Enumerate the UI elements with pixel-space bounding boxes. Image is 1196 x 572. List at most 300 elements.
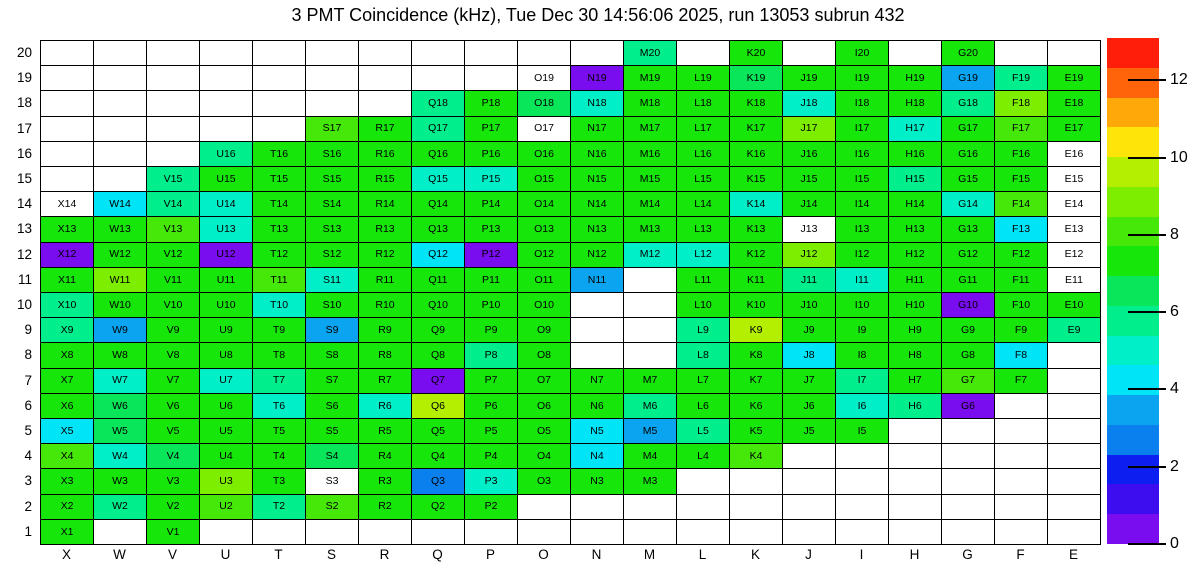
grid-cell: I16 xyxy=(836,142,889,167)
grid-cell: U15 xyxy=(200,167,253,192)
grid-cell: I5 xyxy=(836,419,889,444)
grid-cell-empty xyxy=(1048,394,1101,419)
colorbar-tick-label: 4 xyxy=(1170,380,1179,398)
x-axis-label: V xyxy=(167,547,177,562)
grid-cell-empty xyxy=(465,41,518,66)
grid-cell: H12 xyxy=(889,243,942,268)
grid-cell: G15 xyxy=(942,167,995,192)
grid-cell-empty xyxy=(253,520,306,545)
grid-cell: M3 xyxy=(624,469,677,494)
grid-cell: M16 xyxy=(624,142,677,167)
grid-cell: H19 xyxy=(889,66,942,91)
grid-cell: R7 xyxy=(359,369,412,394)
grid-cell-empty xyxy=(889,41,942,66)
grid-cell: R10 xyxy=(359,293,412,318)
grid-cell: S16 xyxy=(306,142,359,167)
grid-cell-empty xyxy=(41,91,94,116)
grid-cell: J19 xyxy=(783,66,836,91)
grid-cell-empty xyxy=(730,495,783,520)
grid-cell: R13 xyxy=(359,217,412,242)
grid-cell: F16 xyxy=(995,142,1048,167)
grid-cell: K8 xyxy=(730,343,783,368)
grid-cell-empty xyxy=(571,520,624,545)
grid-cell-empty xyxy=(677,469,730,494)
grid-cell-empty xyxy=(624,318,677,343)
grid-cell: F18 xyxy=(995,91,1048,116)
grid-cell-empty xyxy=(412,66,465,91)
grid-cell: Q9 xyxy=(412,318,465,343)
grid-cell: I9 xyxy=(836,318,889,343)
grid-cell-empty xyxy=(359,41,412,66)
grid-cell: H17 xyxy=(889,117,942,142)
grid-cell: K10 xyxy=(730,293,783,318)
grid-cell: N7 xyxy=(571,369,624,394)
grid-cell: K4 xyxy=(730,444,783,469)
grid-cell: U11 xyxy=(200,268,253,293)
grid-cell: U7 xyxy=(200,369,253,394)
grid-cell: U2 xyxy=(200,495,253,520)
grid-cell-empty xyxy=(94,117,147,142)
grid-cell: G7 xyxy=(942,369,995,394)
grid-cell-empty xyxy=(200,520,253,545)
grid-cell: S8 xyxy=(306,343,359,368)
x-axis-label: R xyxy=(379,547,390,562)
grid-cell: Q14 xyxy=(412,192,465,217)
grid-cell: Q3 xyxy=(412,469,465,494)
grid-cell: P10 xyxy=(465,293,518,318)
grid-cell-empty xyxy=(942,495,995,520)
grid-cell: M13 xyxy=(624,217,677,242)
grid-cell-empty xyxy=(677,495,730,520)
grid-cell: S13 xyxy=(306,217,359,242)
grid-cell: F13 xyxy=(995,217,1048,242)
grid-cell: S14 xyxy=(306,192,359,217)
grid-cell-empty xyxy=(624,520,677,545)
grid-cell: X3 xyxy=(41,469,94,494)
grid-cell: J9 xyxy=(783,318,836,343)
grid-cell: X1 xyxy=(41,520,94,545)
y-axis-label: 11 xyxy=(17,271,32,287)
grid-cell-empty xyxy=(571,293,624,318)
grid-cell-empty xyxy=(465,520,518,545)
grid-cell: N11 xyxy=(571,268,624,293)
grid-cell: G18 xyxy=(942,91,995,116)
grid-cell: F7 xyxy=(995,369,1048,394)
grid-cell: F10 xyxy=(995,293,1048,318)
grid-cell: R4 xyxy=(359,444,412,469)
grid-cell: L6 xyxy=(677,394,730,419)
grid-cell: G13 xyxy=(942,217,995,242)
grid-cell: M14 xyxy=(624,192,677,217)
grid-cell: O13 xyxy=(518,217,571,242)
grid-cell: T10 xyxy=(253,293,306,318)
grid-cell: Q6 xyxy=(412,394,465,419)
grid-cell: N18 xyxy=(571,91,624,116)
grid-cell-empty xyxy=(147,66,200,91)
grid-cell: F12 xyxy=(995,243,1048,268)
grid-cell: E18 xyxy=(1048,91,1101,116)
grid-cell: K5 xyxy=(730,419,783,444)
grid-cell-empty xyxy=(995,419,1048,444)
colorbar xyxy=(1107,38,1159,544)
grid-cell-empty xyxy=(518,520,571,545)
grid-cell: X5 xyxy=(41,419,94,444)
grid-cell: O17 xyxy=(518,117,571,142)
grid-cell: N4 xyxy=(571,444,624,469)
grid-cell: O7 xyxy=(518,369,571,394)
grid-cell-empty xyxy=(730,469,783,494)
grid-cell: T4 xyxy=(253,444,306,469)
colorbar-tick-label: 6 xyxy=(1170,303,1179,321)
y-axis-label: 10 xyxy=(16,297,32,313)
grid-cell-empty xyxy=(571,41,624,66)
grid-cell-empty xyxy=(942,520,995,545)
grid-cell: R11 xyxy=(359,268,412,293)
grid-cell: R3 xyxy=(359,469,412,494)
grid-cell: T15 xyxy=(253,167,306,192)
grid-cell: G16 xyxy=(942,142,995,167)
y-axis-label: 12 xyxy=(16,246,32,262)
grid-cell: H15 xyxy=(889,167,942,192)
grid-cell: G9 xyxy=(942,318,995,343)
grid-cell: L12 xyxy=(677,243,730,268)
grid-cell: S11 xyxy=(306,268,359,293)
grid-cell: Q2 xyxy=(412,495,465,520)
grid-cell: W4 xyxy=(94,444,147,469)
grid-cell-empty xyxy=(889,520,942,545)
grid-cell: I19 xyxy=(836,66,889,91)
grid-cell: N13 xyxy=(571,217,624,242)
grid-cell-empty xyxy=(995,41,1048,66)
grid-cell: K11 xyxy=(730,268,783,293)
grid-cell: I14 xyxy=(836,192,889,217)
grid-cell: L7 xyxy=(677,369,730,394)
grid-cell: F15 xyxy=(995,167,1048,192)
colorbar-tick xyxy=(1128,388,1166,390)
grid-cell-empty xyxy=(783,495,836,520)
y-axis-label: 5 xyxy=(24,423,32,439)
grid-cell-empty xyxy=(41,117,94,142)
grid-cell: Q5 xyxy=(412,419,465,444)
grid-cell: M15 xyxy=(624,167,677,192)
grid-cell-empty xyxy=(942,469,995,494)
grid-cell-empty xyxy=(1048,419,1101,444)
grid-cell: H7 xyxy=(889,369,942,394)
colorbar-tick-label: 8 xyxy=(1170,225,1179,243)
grid-cell-empty xyxy=(836,469,889,494)
y-axis-label: 16 xyxy=(16,145,32,161)
grid-cell-empty xyxy=(836,520,889,545)
grid-cell: U3 xyxy=(200,469,253,494)
grid-cell: F14 xyxy=(995,192,1048,217)
grid-cell: S9 xyxy=(306,318,359,343)
grid-cell-empty xyxy=(624,343,677,368)
grid-cell-empty xyxy=(942,419,995,444)
grid-cell: E11 xyxy=(1048,268,1101,293)
grid-cell: H8 xyxy=(889,343,942,368)
grid-cell-empty xyxy=(889,495,942,520)
grid-cell: J10 xyxy=(783,293,836,318)
grid-cell: U16 xyxy=(200,142,253,167)
grid-cell: J5 xyxy=(783,419,836,444)
colorbar-band xyxy=(1107,187,1159,217)
y-axis-label: 9 xyxy=(24,322,32,338)
grid-cell: G14 xyxy=(942,192,995,217)
x-axis-label: T xyxy=(274,547,283,562)
x-axis-label: M xyxy=(643,547,656,562)
grid-cell: T12 xyxy=(253,243,306,268)
colorbar-tick-label: 0 xyxy=(1170,535,1179,552)
grid-cell: M5 xyxy=(624,419,677,444)
grid-cell: O14 xyxy=(518,192,571,217)
grid-cell: J12 xyxy=(783,243,836,268)
grid-cell: J6 xyxy=(783,394,836,419)
colorbar-tick-label: 12 xyxy=(1170,71,1188,89)
colorbar-tick xyxy=(1128,157,1166,159)
grid-cell: M20 xyxy=(624,41,677,66)
grid-cell: E19 xyxy=(1048,66,1101,91)
chart-title: 3 PMT Coincidence (kHz), Tue Dec 30 14:56:06 2025, run 13053 subrun 432 xyxy=(291,5,905,25)
grid-cell: L17 xyxy=(677,117,730,142)
grid-cell: T13 xyxy=(253,217,306,242)
grid-cell: X6 xyxy=(41,394,94,419)
grid-cell: L15 xyxy=(677,167,730,192)
grid-cell: L8 xyxy=(677,343,730,368)
grid-cell: X9 xyxy=(41,318,94,343)
grid-cell: U10 xyxy=(200,293,253,318)
x-axis-label: N xyxy=(591,547,602,562)
grid-cell: K14 xyxy=(730,192,783,217)
grid-cell: W7 xyxy=(94,369,147,394)
grid-cell: R9 xyxy=(359,318,412,343)
grid-cell-empty xyxy=(94,167,147,192)
x-axis-label: G xyxy=(962,547,973,562)
grid-cell: G10 xyxy=(942,293,995,318)
grid-cell: V9 xyxy=(147,318,200,343)
grid-cell: P14 xyxy=(465,192,518,217)
grid-cell: P9 xyxy=(465,318,518,343)
grid-cell: S6 xyxy=(306,394,359,419)
y-axis-label: 19 xyxy=(16,70,32,86)
colorbar-tick-label: 10 xyxy=(1170,148,1188,166)
grid-cell: I13 xyxy=(836,217,889,242)
grid-cell-empty xyxy=(147,142,200,167)
grid-cell: V11 xyxy=(147,268,200,293)
grid-cell: W13 xyxy=(94,217,147,242)
grid-cell-empty xyxy=(571,318,624,343)
grid-cell: J8 xyxy=(783,343,836,368)
colorbar-band xyxy=(1107,68,1159,98)
grid-cell: V6 xyxy=(147,394,200,419)
grid-cell: H11 xyxy=(889,268,942,293)
grid-cell-empty xyxy=(677,41,730,66)
grid-cell-empty xyxy=(94,66,147,91)
grid-cell: O11 xyxy=(518,268,571,293)
grid-cell-empty xyxy=(147,41,200,66)
grid-cell-empty xyxy=(889,469,942,494)
grid-cell: M18 xyxy=(624,91,677,116)
grid-cell: M7 xyxy=(624,369,677,394)
colorbar-band xyxy=(1107,425,1159,455)
grid-cell: V14 xyxy=(147,192,200,217)
grid-cell: O9 xyxy=(518,318,571,343)
x-axis-label: F xyxy=(1016,547,1025,562)
grid-cell-empty xyxy=(783,41,836,66)
colorbar-band xyxy=(1107,38,1159,68)
grid-cell: P6 xyxy=(465,394,518,419)
grid-cell-empty xyxy=(306,520,359,545)
grid-cell: T8 xyxy=(253,343,306,368)
colorbar-tick-label: 2 xyxy=(1170,457,1179,475)
grid-cell: Q15 xyxy=(412,167,465,192)
colorbar-tick xyxy=(1128,466,1166,468)
grid-cell-empty xyxy=(1048,469,1101,494)
grid-cell: N5 xyxy=(571,419,624,444)
grid-cell: V8 xyxy=(147,343,200,368)
colorbar-band xyxy=(1107,514,1159,544)
grid-cell: W8 xyxy=(94,343,147,368)
y-axis-label: 20 xyxy=(16,45,32,61)
grid-cell: R12 xyxy=(359,243,412,268)
colorbar-band xyxy=(1107,336,1159,366)
grid-cell-empty xyxy=(942,444,995,469)
grid-cell: S3 xyxy=(306,469,359,494)
grid-cell: I6 xyxy=(836,394,889,419)
grid-cell: S10 xyxy=(306,293,359,318)
grid-cell: M6 xyxy=(624,394,677,419)
grid-cell: W5 xyxy=(94,419,147,444)
grid-cell: P5 xyxy=(465,419,518,444)
grid-cell: E12 xyxy=(1048,243,1101,268)
grid-cell: L16 xyxy=(677,142,730,167)
grid-cell: X10 xyxy=(41,293,94,318)
grid-cell: M17 xyxy=(624,117,677,142)
grid-cell: V13 xyxy=(147,217,200,242)
grid-cell: R5 xyxy=(359,419,412,444)
grid-cell: O5 xyxy=(518,419,571,444)
grid-cell: U13 xyxy=(200,217,253,242)
grid-cell: H14 xyxy=(889,192,942,217)
grid-cell: M19 xyxy=(624,66,677,91)
grid-cell: O4 xyxy=(518,444,571,469)
grid-cell: Q18 xyxy=(412,91,465,116)
grid-cell: L4 xyxy=(677,444,730,469)
y-axis-label: 2 xyxy=(24,498,32,514)
grid-cell: P12 xyxy=(465,243,518,268)
y-axis-label: 15 xyxy=(16,171,32,187)
grid-cell: P13 xyxy=(465,217,518,242)
grid-cell: S2 xyxy=(306,495,359,520)
grid-cell: E14 xyxy=(1048,192,1101,217)
grid-cell-empty xyxy=(1048,343,1101,368)
grid-cell: V5 xyxy=(147,419,200,444)
grid-cell-empty xyxy=(94,142,147,167)
grid-cell-empty xyxy=(1048,495,1101,520)
y-axis-label: 3 xyxy=(24,473,32,489)
grid-cell-empty xyxy=(1048,41,1101,66)
grid-cell: W11 xyxy=(94,268,147,293)
grid-cell: Q12 xyxy=(412,243,465,268)
grid-cell: P16 xyxy=(465,142,518,167)
grid-cell: F17 xyxy=(995,117,1048,142)
grid-cell-empty xyxy=(995,444,1048,469)
grid-cell: F19 xyxy=(995,66,1048,91)
x-axis-label: L xyxy=(698,547,707,562)
grid-cell: W12 xyxy=(94,243,147,268)
grid-cell: O12 xyxy=(518,243,571,268)
grid-cell-empty xyxy=(200,66,253,91)
colorbar-band xyxy=(1107,217,1159,247)
x-axis-label: K xyxy=(750,547,760,562)
grid-cell: W14 xyxy=(94,192,147,217)
grid-cell: X7 xyxy=(41,369,94,394)
grid-cell: U9 xyxy=(200,318,253,343)
grid-cell: T11 xyxy=(253,268,306,293)
grid-cell-empty xyxy=(94,520,147,545)
grid-cell: W6 xyxy=(94,394,147,419)
grid-cell: S5 xyxy=(306,419,359,444)
x-axis-label: X xyxy=(61,547,71,562)
grid-cell-empty xyxy=(253,91,306,116)
grid-cell: K15 xyxy=(730,167,783,192)
grid-cell: V15 xyxy=(147,167,200,192)
grid-cell: J7 xyxy=(783,369,836,394)
grid-cell-empty xyxy=(306,66,359,91)
colorbar-band xyxy=(1107,484,1159,514)
grid-cell: O8 xyxy=(518,343,571,368)
grid-cell: T16 xyxy=(253,142,306,167)
grid-cell: K9 xyxy=(730,318,783,343)
grid-cell-empty xyxy=(359,66,412,91)
grid-cell: X8 xyxy=(41,343,94,368)
grid-cell: E17 xyxy=(1048,117,1101,142)
grid-cell: N12 xyxy=(571,243,624,268)
grid-cell: X12 xyxy=(41,243,94,268)
grid-cell-empty xyxy=(41,142,94,167)
grid-cell: O6 xyxy=(518,394,571,419)
grid-cell: H10 xyxy=(889,293,942,318)
grid-cell-empty xyxy=(677,520,730,545)
grid-cell: K19 xyxy=(730,66,783,91)
grid-cell: X14 xyxy=(41,192,94,217)
grid-cell-empty xyxy=(1048,520,1101,545)
grid-cell: P4 xyxy=(465,444,518,469)
grid-cell: J11 xyxy=(783,268,836,293)
grid-cell: F9 xyxy=(995,318,1048,343)
grid-cell: T7 xyxy=(253,369,306,394)
grid-cell-empty xyxy=(783,469,836,494)
grid-cell: H13 xyxy=(889,217,942,242)
grid-cell: K16 xyxy=(730,142,783,167)
grid-cell: Q16 xyxy=(412,142,465,167)
grid-cell: Q17 xyxy=(412,117,465,142)
grid-cell: O3 xyxy=(518,469,571,494)
x-axis-label: Q xyxy=(432,547,443,562)
grid-cell-empty xyxy=(147,91,200,116)
grid-cell: L18 xyxy=(677,91,730,116)
grid-cell: W3 xyxy=(94,469,147,494)
y-axis-label: 8 xyxy=(24,347,32,363)
colorbar-band xyxy=(1107,455,1159,485)
grid-cell: H16 xyxy=(889,142,942,167)
grid-cell-empty xyxy=(359,520,412,545)
grid-cell: I12 xyxy=(836,243,889,268)
grid-cell: H9 xyxy=(889,318,942,343)
grid-cell: J13 xyxy=(783,217,836,242)
grid-cell: X13 xyxy=(41,217,94,242)
grid-cell: S15 xyxy=(306,167,359,192)
colorbar-band xyxy=(1107,395,1159,425)
